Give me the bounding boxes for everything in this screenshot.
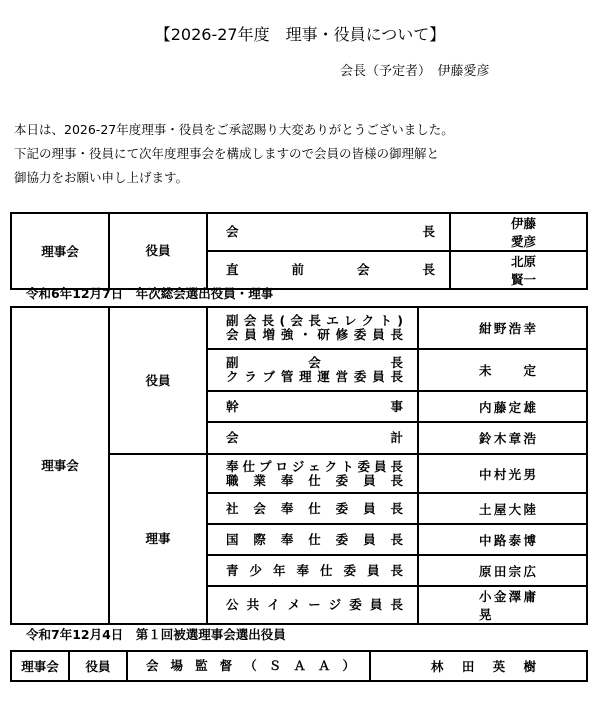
role-cell xyxy=(207,586,418,624)
role-line: クラブ管理運営委員長 xyxy=(226,369,403,384)
board-table-3 xyxy=(10,650,588,682)
role-cell xyxy=(207,493,418,524)
name-cell: 土屋大陸 xyxy=(418,493,587,524)
sub-cell: 役員 xyxy=(69,651,127,681)
role-cell xyxy=(207,349,418,391)
sub-cell: 役員 xyxy=(109,213,207,289)
name-cell: 原田宗広 xyxy=(418,555,587,586)
sub-cell: 理事 xyxy=(109,454,207,624)
role-line: 職業奉仕委員長 xyxy=(226,472,403,488)
name-cell: 中路泰博 xyxy=(418,524,587,555)
name-cell: 中村光男 xyxy=(418,454,587,493)
role-line: 奉仕プロジェクト委員長 xyxy=(226,458,403,474)
page-title: 【2026-27年度 理事・役員について】 xyxy=(154,25,446,44)
name-cell: 鈴木章浩 xyxy=(418,422,587,454)
group-cell: 理事会 xyxy=(11,213,109,289)
role-cell: 直前会長 xyxy=(207,251,450,289)
group-cell: 理事会 xyxy=(11,651,69,681)
sub-cell: 役員 xyxy=(109,307,207,454)
role-line: 副会長 xyxy=(226,355,403,370)
intro-line: 御協力をお願い申し上げます。 xyxy=(14,170,189,185)
name-cell: 伊藤愛彦 xyxy=(450,213,587,251)
name-cell: 内藤定雄 xyxy=(418,391,587,422)
role-cell xyxy=(207,422,418,454)
intro-line: 下記の理事・役員にて次年度理事会を構成しますので会員の皆様の御理解と xyxy=(14,146,440,161)
role-line: 副会長(会長エレクト) xyxy=(226,313,403,328)
section-label: 令和7年12月4日 第１回被選理事会選出役員 xyxy=(26,627,286,642)
group-cell: 理事会 xyxy=(11,307,109,624)
role-cell xyxy=(207,391,418,422)
name-cell: 未定 xyxy=(418,349,587,391)
role-line: 公共イメージ委員長 xyxy=(226,597,403,612)
table-row xyxy=(11,307,587,349)
role-line: 国際奉仕委員長 xyxy=(226,531,403,547)
intro-line: 本日は、2026-27年度理事・役員をご承認賜り大変ありがとうございました。 xyxy=(14,122,454,137)
role-cell xyxy=(207,555,418,586)
president-elect: 会長（予定者） 伊藤愛彦 xyxy=(340,64,490,79)
role-line: 会員増強・研修委員長 xyxy=(226,327,403,342)
role-line: 幹事 xyxy=(226,398,403,414)
role-cell: 会長 xyxy=(207,213,450,251)
role-line: 青少年奉仕委員長 xyxy=(226,562,403,578)
name-cell: 小金澤庸晃 xyxy=(418,586,587,624)
role-cell xyxy=(207,307,418,349)
role-cell xyxy=(207,524,418,555)
role-cell xyxy=(207,454,418,493)
role-line: 社会奉仕委員長 xyxy=(226,500,403,516)
role-cell: 会場監督（ＳＡＡ） xyxy=(127,651,370,681)
section-label: 令和6年12月7日 年次総会選出役員・理事 xyxy=(26,286,274,301)
name-cell: 北原賢一 xyxy=(450,251,587,289)
role-line: 会計 xyxy=(226,430,403,445)
name-cell: 林田英樹 xyxy=(370,651,587,681)
board-table-2 xyxy=(10,306,588,625)
name-cell: 紺野浩幸 xyxy=(418,307,587,349)
board-table-1 xyxy=(10,212,588,290)
